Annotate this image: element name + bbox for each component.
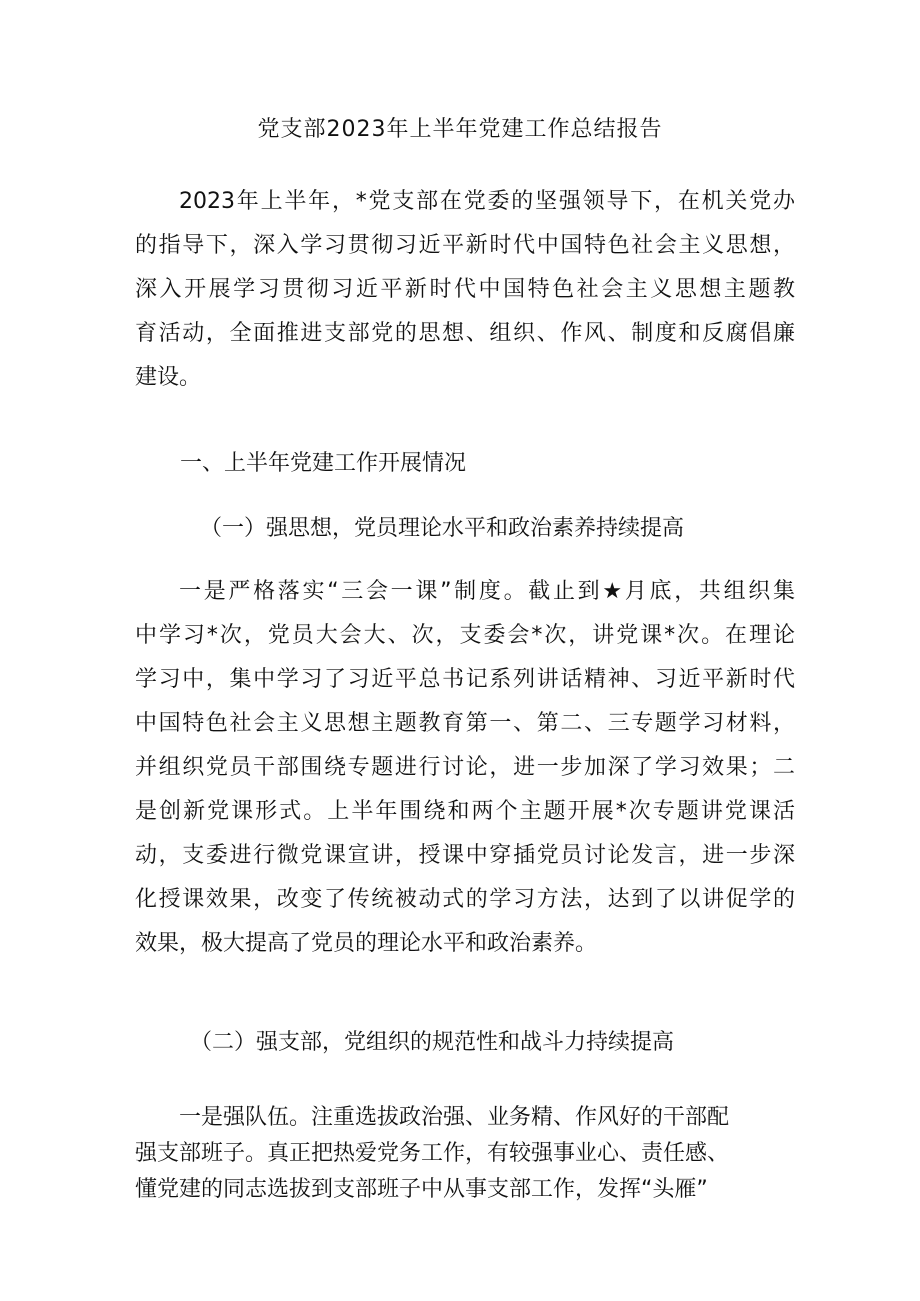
- paragraph-line: 懂党建的同志选拔到支部班子中从事支部工作，发挥“头雁”: [135, 1177, 708, 1202]
- paragraph-line: 2023年上半年，*党支部在党委的坚强领导下，在机关党办: [179, 189, 795, 214]
- paragraph-line: 中学习*次，党员大会大、次，支委会*次，讲党课*次。在理论: [135, 623, 795, 648]
- paragraph-line: 建设。: [135, 365, 202, 390]
- paragraph-line: 的指导下，深入学习贯彻习近平新时代中国特色社会主义思想，: [135, 233, 795, 258]
- subsection-2-paragraph: [135, 1098, 775, 1206]
- intro-paragraph: [135, 180, 795, 400]
- document-title: 党支部2023年上半年党建工作总结报告: [257, 117, 663, 142]
- paragraph-line: 一是强队伍。注重选拔政治强、业务精、作风好的干部配: [179, 1105, 730, 1130]
- paragraph-line: 是创新党课形式。上半年围绕和两个主题开展*次专题讲党课活: [135, 799, 795, 824]
- paragraph-line: 深入开展学习贯彻习近平新时代中国特色社会主义思想主题教: [135, 277, 795, 302]
- paragraph-line: 一是严格落实“三会一课”制度。截止到★月底，共组织集: [179, 579, 795, 604]
- paragraph-line: 并组织党员干部围绕专题进行讨论，进一步加深了学习效果；二: [135, 755, 795, 780]
- subsection-1-paragraph: [135, 570, 795, 966]
- paragraph-line: 中国特色社会主义思想主题教育第一、第二、三专题学习材料，: [135, 711, 795, 736]
- paragraph-line: 化授课效果，改变了传统被动式的学习方法，达到了以讲促学的: [135, 887, 795, 912]
- subsection-1-heading: （一）强思想，党员理论水平和政治素养持续提高: [200, 516, 685, 541]
- paragraph-line: 动，支委进行微党课宣讲，授课中穿插党员讨论发言，进一步深: [135, 843, 795, 868]
- paragraph-line: 强支部班子。真正把热爱党务工作，有较强事业心、责任感、: [135, 1141, 730, 1166]
- paragraph-line: 育活动，全面推进支部党的思想、组织、作风、制度和反腐倡廉: [135, 321, 795, 346]
- subsection-2-heading: （二）强支部，党组织的规范性和战斗力持续提高: [190, 1030, 675, 1055]
- paragraph-line: 效果，极大提高了党员的理论水平和政治素养。: [135, 931, 598, 956]
- paragraph-line: 学习中，集中学习了习近平总书记系列讲话精神、习近平新时代: [135, 667, 795, 692]
- section-1-heading: 一、上半年党建工作开展情况: [180, 451, 467, 476]
